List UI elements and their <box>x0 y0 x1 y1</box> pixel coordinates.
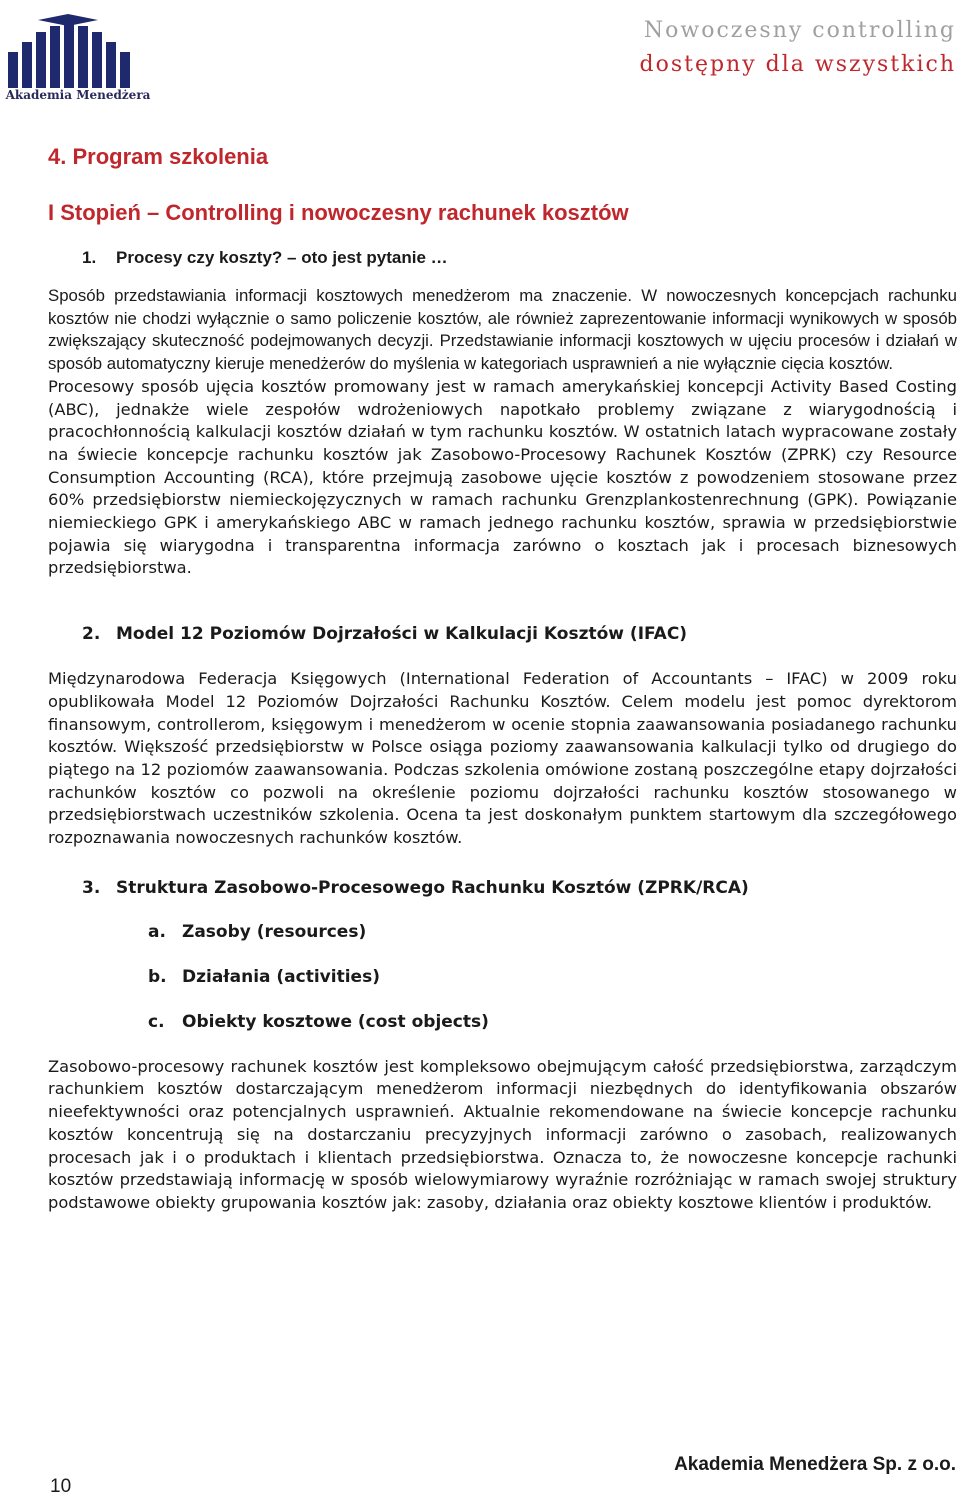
paragraph-1b: Procesowy sposób ujęcia kosztów promowany jest w ramach amerykańskiej koncepcji Activity Based Costing (ABC), jednakże wiele zespołów wdrożeniowych napotkało problemy związane z wiarygodnością i pracochłonnością kalkulacji kosztów działań w tym rachunku kosztów. W ostatnich latach wypracowane zostały na świecie koncepcje rachunku kosztów jak Zasobowo-Procesowy Rachunek Kosztów (ZPRK) czy Resource Consumption Accounting (RCA), które przejmują zasobowe ujęcie kosztów z powodzeniem stosowane przez 60% przedsiębiorstw niemieckojęzycznych w ramach rachunku Grenzplankostenrechnung (GPK). Powiązanie niemieckiego GPK i amerykańskiego ABC w ramach jednego rachunku kosztów, sprawia w przedsiębiorstwie pojawia się wiarygodna i transparentna informacja zarówno o kosztach jak i procesach biznesowych przedsiębiorstwa. <box>48 376 957 578</box>
paragraph-3: Zasobowo-procesowy rachunek kosztów jest kompleksowo obejmującym całość przedsiębiorstwa, zarządczym rachunkiem kosztów dostarczającym menedżerom informacji niezbędnych do identyfikowania obszarów nieefektywności oraz potencjalnych usprawnień. Aktualnie rekomendowane na świecie koncepcje rachunku kosztów koncentrują się na dostarczaniu precyzyjnych informacji zarówno o zasobach, realizowanych procesach jak i o produktach i klientach przedsiębiorstwa. Oznacza to, że nowoczesne koncepcje rachunki kosztów przedstawiają informację w sposób wielowymiarowy wyraźnie rozróżniając w ramach swojej struktury podstawowe obiekty grupowania kosztów jak: zasoby, działania oraz obiekty kosztowe klientów i produktów. <box>48 1056 957 1212</box>
logo-graduation-icon <box>8 14 148 88</box>
sub-item-letter: c. <box>148 1011 165 1032</box>
stage-title: I Stopień – Controlling i nowoczesny rachunek kosztów <box>48 200 629 225</box>
point-title-text: Model 12 Poziomów Dojrzałości w Kalkulacji Kosztów (IFAC) <box>116 624 688 645</box>
point-number: 1. <box>82 248 97 267</box>
tagline-line2: dostępny dla wszystkich <box>639 52 956 77</box>
point-title-text: Procesy czy koszty? – oto jest pytanie … <box>116 248 448 267</box>
sub-item-letter: b. <box>148 966 167 987</box>
company-logo <box>4 8 152 106</box>
document-content <box>48 140 957 1215</box>
sub-item-c <box>148 1010 957 1034</box>
footer-company: Akademia Menedżera Sp. z o.o. <box>674 1454 956 1475</box>
paragraph-2: Międzynarodowa Federacja Księgowych (International Federation of Accountants – IFAC) w 2009 roku opublikowała Model 12 Poziomów Dojrzałości Rachunku Kosztów. Celem modelu jest pomoc dyrektorom finansowym, controllerom, księgowym i menedżerom w ocenie stopnia zaawansowania posiadanego rachunku kosztów. Większość przedsiębiorstw w Polsce osiąga poziomy zaawansowania kalkulacji tylko od drugiego do piątego na 12 poziomów zaawansowania. Podczas szkolenia omówione zostaną poszczególne etapy dojrzałości rachunków kosztów co pozwoli na określenie poziomu dojrzałości rachunku kosztów stosowanego w przedsiębiorstwach uczestników szkolenia. Ocena ta jest doskonałym punktem startowym dla szczegółowego rozpoznawania nowoczesnych rachunków kosztów. <box>48 669 957 848</box>
tagline-line1: Nowoczesny controlling <box>643 18 956 43</box>
sub-item-letter: a. <box>148 921 166 942</box>
page-number: 10 <box>50 1476 72 1497</box>
point-title-text: Struktura Zasobowo-Procesowego Rachunku Kosztów (ZPRK/RCA) <box>116 877 749 898</box>
paragraph-1a: Sposób przedstawiania informacji kosztowych menedżerom ma znaczenie. W nowoczesnych koncepcjach rachunku kosztów nie chodzi wyłącznie o samo policzenie kosztów, ale również zaprezentowanie informacji wynikowych w sposób zwiększający skuteczność podejmowanych decyzji. Przedstawianie informacji kosztowych w ujęciu procesów i działań w sposób automatyczny kieruje menedżerów do myślenia w kategoriach usprawnień a nie wyłącznie cięcia kosztów. <box>48 286 957 374</box>
point-number: 3. <box>82 877 101 898</box>
sub-item-text: Zasoby (resources) <box>182 921 367 942</box>
sub-item-text: Obiekty kosztowe (cost objects) <box>182 1011 489 1032</box>
sub-item-a <box>148 920 957 944</box>
sub-item-text: Działania (activities) <box>182 966 380 987</box>
sub-item-b <box>148 965 957 989</box>
logo-text: Akademia Menedżera <box>5 88 151 102</box>
section-title: 4. Program szkolenia <box>48 144 269 169</box>
header-tagline <box>639 14 956 82</box>
point-title-1 <box>82 246 957 270</box>
point-number: 2. <box>82 624 101 645</box>
point-title-3 <box>82 876 957 900</box>
point-title-2 <box>82 622 957 646</box>
